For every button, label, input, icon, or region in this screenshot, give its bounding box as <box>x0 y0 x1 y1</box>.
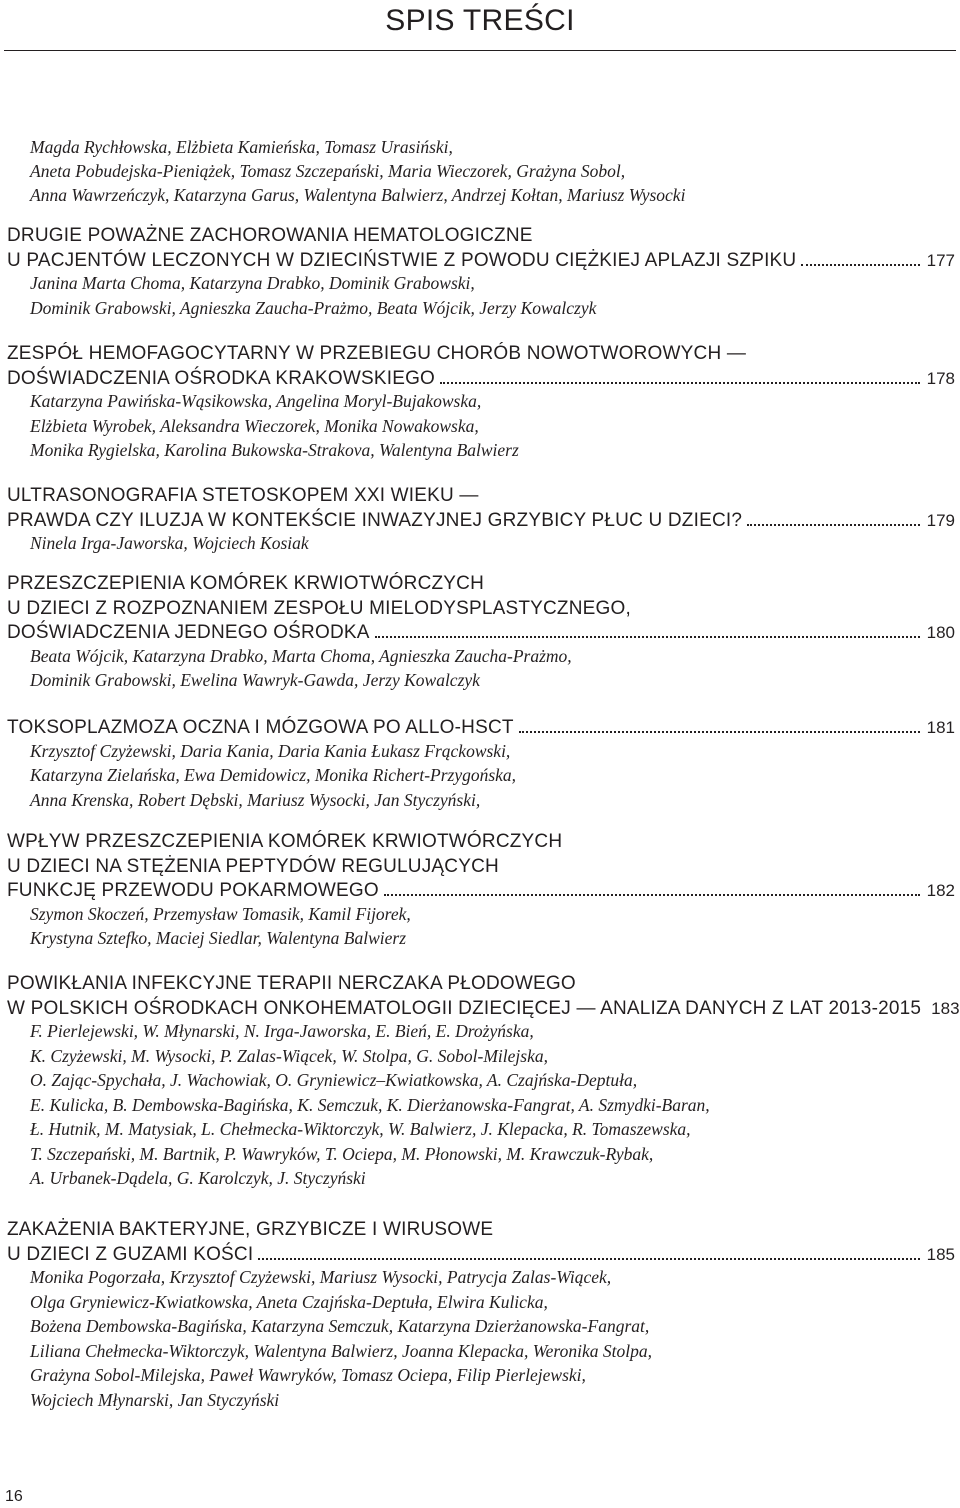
entry-title-line: PRAWDA CZY ILUZJA W KONTEKŚCIE INWAZYJNEJ GRZYBICY PŁUC U DZIECI? <box>7 509 743 531</box>
entry-title-line: FUNKCJĘ PRZEWODU POKARMOWEGO <box>7 880 379 901</box>
entry-title-line: WPŁYW PRZESZCZEPIENIA KOMÓREK KRWIOTWÓRCZYCH <box>7 831 563 852</box>
entry-author-line: Liliana Chełmecka-Wiktorczyk, Walentyna Balwierz, Joanna Klepacka, Weronika Stolpa, <box>30 1340 652 1361</box>
toc-entry-link[interactable] <box>7 879 955 903</box>
entry-author-line: Anna Krenska, Robert Dębski, Mariusz Wysocki, Jan Styczyński, <box>30 789 481 810</box>
entry-page-number: 185 <box>926 1244 955 1264</box>
entry-page-number: 178 <box>926 368 955 388</box>
entry-page-number: 179 <box>926 510 955 530</box>
entry-title-line: U DZIECI Z GUZAMI KOŚCI <box>7 1243 254 1265</box>
header-divider <box>4 50 956 51</box>
entry-author-line: Beata Wójcik, Katarzyna Drabko, Marta Choma, Agnieszka Zaucha-Prażmo, <box>30 645 572 666</box>
entry-author-line: Janina Marta Choma, Katarzyna Drabko, Dominik Grabowski, <box>30 273 475 293</box>
entry-author-line: Katarzyna Zielańska, Ewa Demidowicz, Monika Richert-Przygońska, <box>30 765 517 785</box>
entry-author-line: Krzysztof Czyżewski, Daria Kania, Daria Kania Łukasz Frąckowski, <box>30 740 511 761</box>
entry-author-line: Bożena Dembowska-Bagińska, Katarzyna Semczuk, Katarzyna Dzierżanowska-Fangrat, <box>30 1316 650 1336</box>
entry-author-line: T. Szczepański, M. Bartnik, P. Wawryków, T. Ociepa, M. Płonowski, M. Krawczuk-Rybak, <box>30 1143 654 1164</box>
entry-title-line: DOŚWIADCZENIA OŚRODKA KRAKOWSKIEGO <box>7 367 436 389</box>
entry-title-line: U DZIECI NA STĘŻENIA PEPTYDÓW REGULUJĄCYCH <box>7 855 499 877</box>
dot-leader <box>384 894 920 896</box>
toc-entry-link[interactable] <box>7 367 955 391</box>
dot-leader <box>747 524 920 526</box>
entry-page-number: 180 <box>926 623 955 642</box>
entry-author-line: Dominik Grabowski, Agnieszka Zaucha-Prażmo, Beata Wójcik, Jerzy Kowalczyk <box>30 297 597 318</box>
intro-author-line: Magda Rychłowska, Elżbieta Kamieńska, Tomasz Urasiński, <box>30 137 453 157</box>
entry-title-line: U PACJENTÓW LECZONYCH W DZIECIŃSTWIE Z POWODU CIĘŻKIEJ APLAZJI SZPIKU <box>7 249 797 271</box>
dot-leader <box>440 382 920 384</box>
entry-author-line: O. Zając-Spychała, J. Wachowiak, O. Gryniewicz–Kwiatkowska, A. Czajńska-Deptuła, <box>30 1070 638 1090</box>
toc-entry-link[interactable] <box>7 249 955 273</box>
entry-title-line: DOŚWIADCZENIA JEDNEGO OŚRODKA <box>7 622 370 643</box>
entry-author-line: F. Pierlejewski, W. Młynarski, N. Irga-Jaworska, E. Bień, E. Drożyńska, <box>30 1021 534 1041</box>
toc-entry-link[interactable] <box>7 509 955 533</box>
entry-page-number: 182 <box>926 881 955 900</box>
entry-author-line: A. Urbanek-Dądela, G. Karolczyk, J. Styczyński <box>30 1168 366 1188</box>
dot-leader <box>801 264 920 266</box>
entry-title-line: ZAKAŻENIA BAKTERYJNE, GRZYBICZE I WIRUSOWE <box>7 1219 494 1240</box>
entry-title-line: POWIKŁANIA INFEKCYJNE TERAPII NERCZAKA PŁODOWEGO <box>7 973 576 994</box>
dot-leader <box>375 636 920 638</box>
entry-title-line: TOKSOPLAZMOZA OCZNA I MÓZGOWA PO ALLO-HSCT <box>7 717 514 738</box>
entry-author-line: Katarzyna Pawińska-Wąsikowska, Angelina Moryl-Bujakowska, <box>30 391 482 411</box>
entry-author-line: Monika Rygielska, Karolina Bukowska-Strakova, Walentyna Balwierz <box>30 440 519 460</box>
entry-author-line: Olga Gryniewicz-Kwiatkowska, Aneta Czajńska-Deptuła, Elwira Kulicka, <box>30 1291 548 1312</box>
dot-leader <box>519 731 920 733</box>
entry-page-number: 181 <box>926 718 955 737</box>
page-title: SPIS TREŚCI <box>385 4 575 37</box>
entry-author-line: Krystyna Sztefko, Maciej Siedlar, Walentyna Balwierz <box>30 928 407 948</box>
entry-author-line: Grażyna Sobol-Milejska, Paweł Wawryków, Tomasz Ociepa, Filip Pierlejewski, <box>30 1365 586 1385</box>
intro-author-line: Aneta Pobudejska-Pieniążek, Tomasz Szczepański, Maria Wieczorek, Grażyna Sobol, <box>30 161 626 181</box>
entry-title-line: U DZIECI Z ROZPOZNANIEM ZESPOŁU MIELODYSPLASTYCZNEGO, <box>7 597 631 619</box>
intro-author-line: Anna Wawrzeńczyk, Katarzyna Garus, Walentyna Balwierz, Andrzej Kołtan, Mariusz Wysocki <box>30 185 686 205</box>
entry-title-line: DRUGIE POWAŻNE ZACHOROWANIA HEMATOLOGICZNE <box>7 225 533 246</box>
entry-page-number: 183 <box>931 998 960 1018</box>
toc-entry-link[interactable] <box>7 997 960 1021</box>
entry-title-line: ULTRASONOGRAFIA STETOSKOPEM XXI WIEKU — <box>7 485 479 506</box>
dot-leader <box>258 1258 920 1260</box>
entry-author-line: Ninela Irga-Jaworska, Wojciech Kosiak <box>30 533 309 553</box>
entry-title-line: W POLSKICH OŚRODKACH ONKOHEMATOLOGII DZIECIĘCEJ — ANALIZA DANYCH Z LAT 2013-2015 <box>7 997 922 1019</box>
entry-author-line: Dominik Grabowski, Ewelina Wawryk-Gawda, Jerzy Kowalczyk <box>30 670 480 690</box>
entry-title-line: PRZESZCZEPIENIA KOMÓREK KRWIOTWÓRCZYCH <box>7 573 485 594</box>
entry-title-line: ZESPÓŁ HEMOFAGOCYTARNY W PRZEBIEGU CHORÓB NOWOTWOROWYCH — <box>7 343 747 364</box>
entry-author-line: Elżbieta Wyrobek, Aleksandra Wieczorek, Monika Nowakowska, <box>30 415 479 436</box>
entry-author-line: Wojciech Młynarski, Jan Styczyński <box>30 1389 280 1410</box>
entry-author-line: Szymon Skoczeń, Przemysław Tomasik, Kamil Fijorek, <box>30 903 411 924</box>
page-number: 16 <box>5 1488 23 1505</box>
toc-entry-link[interactable] <box>7 716 955 740</box>
entry-author-line: Ł. Hutnik, M. Matysiak, L. Chełmecka-Wiktorczyk, W. Balwierz, J. Klepacka, R. Tomaszewska, <box>30 1119 691 1139</box>
entry-page-number: 177 <box>926 250 955 270</box>
entry-author-line: E. Kulicka, B. Dembowska-Bagińska, K. Semczuk, K. Dierżanowska-Fangrat, A. Szmydki-Baran, <box>30 1094 710 1115</box>
intro-authors <box>30 135 685 207</box>
toc-entry-link[interactable] <box>7 621 955 645</box>
entry-author-line: K. Czyżewski, M. Wysocki, P. Zalas-Wiącek, W. Stolpa, G. Sobol-Milejska, <box>30 1045 548 1066</box>
entry-author-line: Monika Pogorzała, Krzysztof Czyżewski, Mariusz Wysocki, Patrycja Zalas-Wiącek, <box>30 1267 612 1287</box>
toc-entry-link[interactable] <box>7 1243 955 1267</box>
